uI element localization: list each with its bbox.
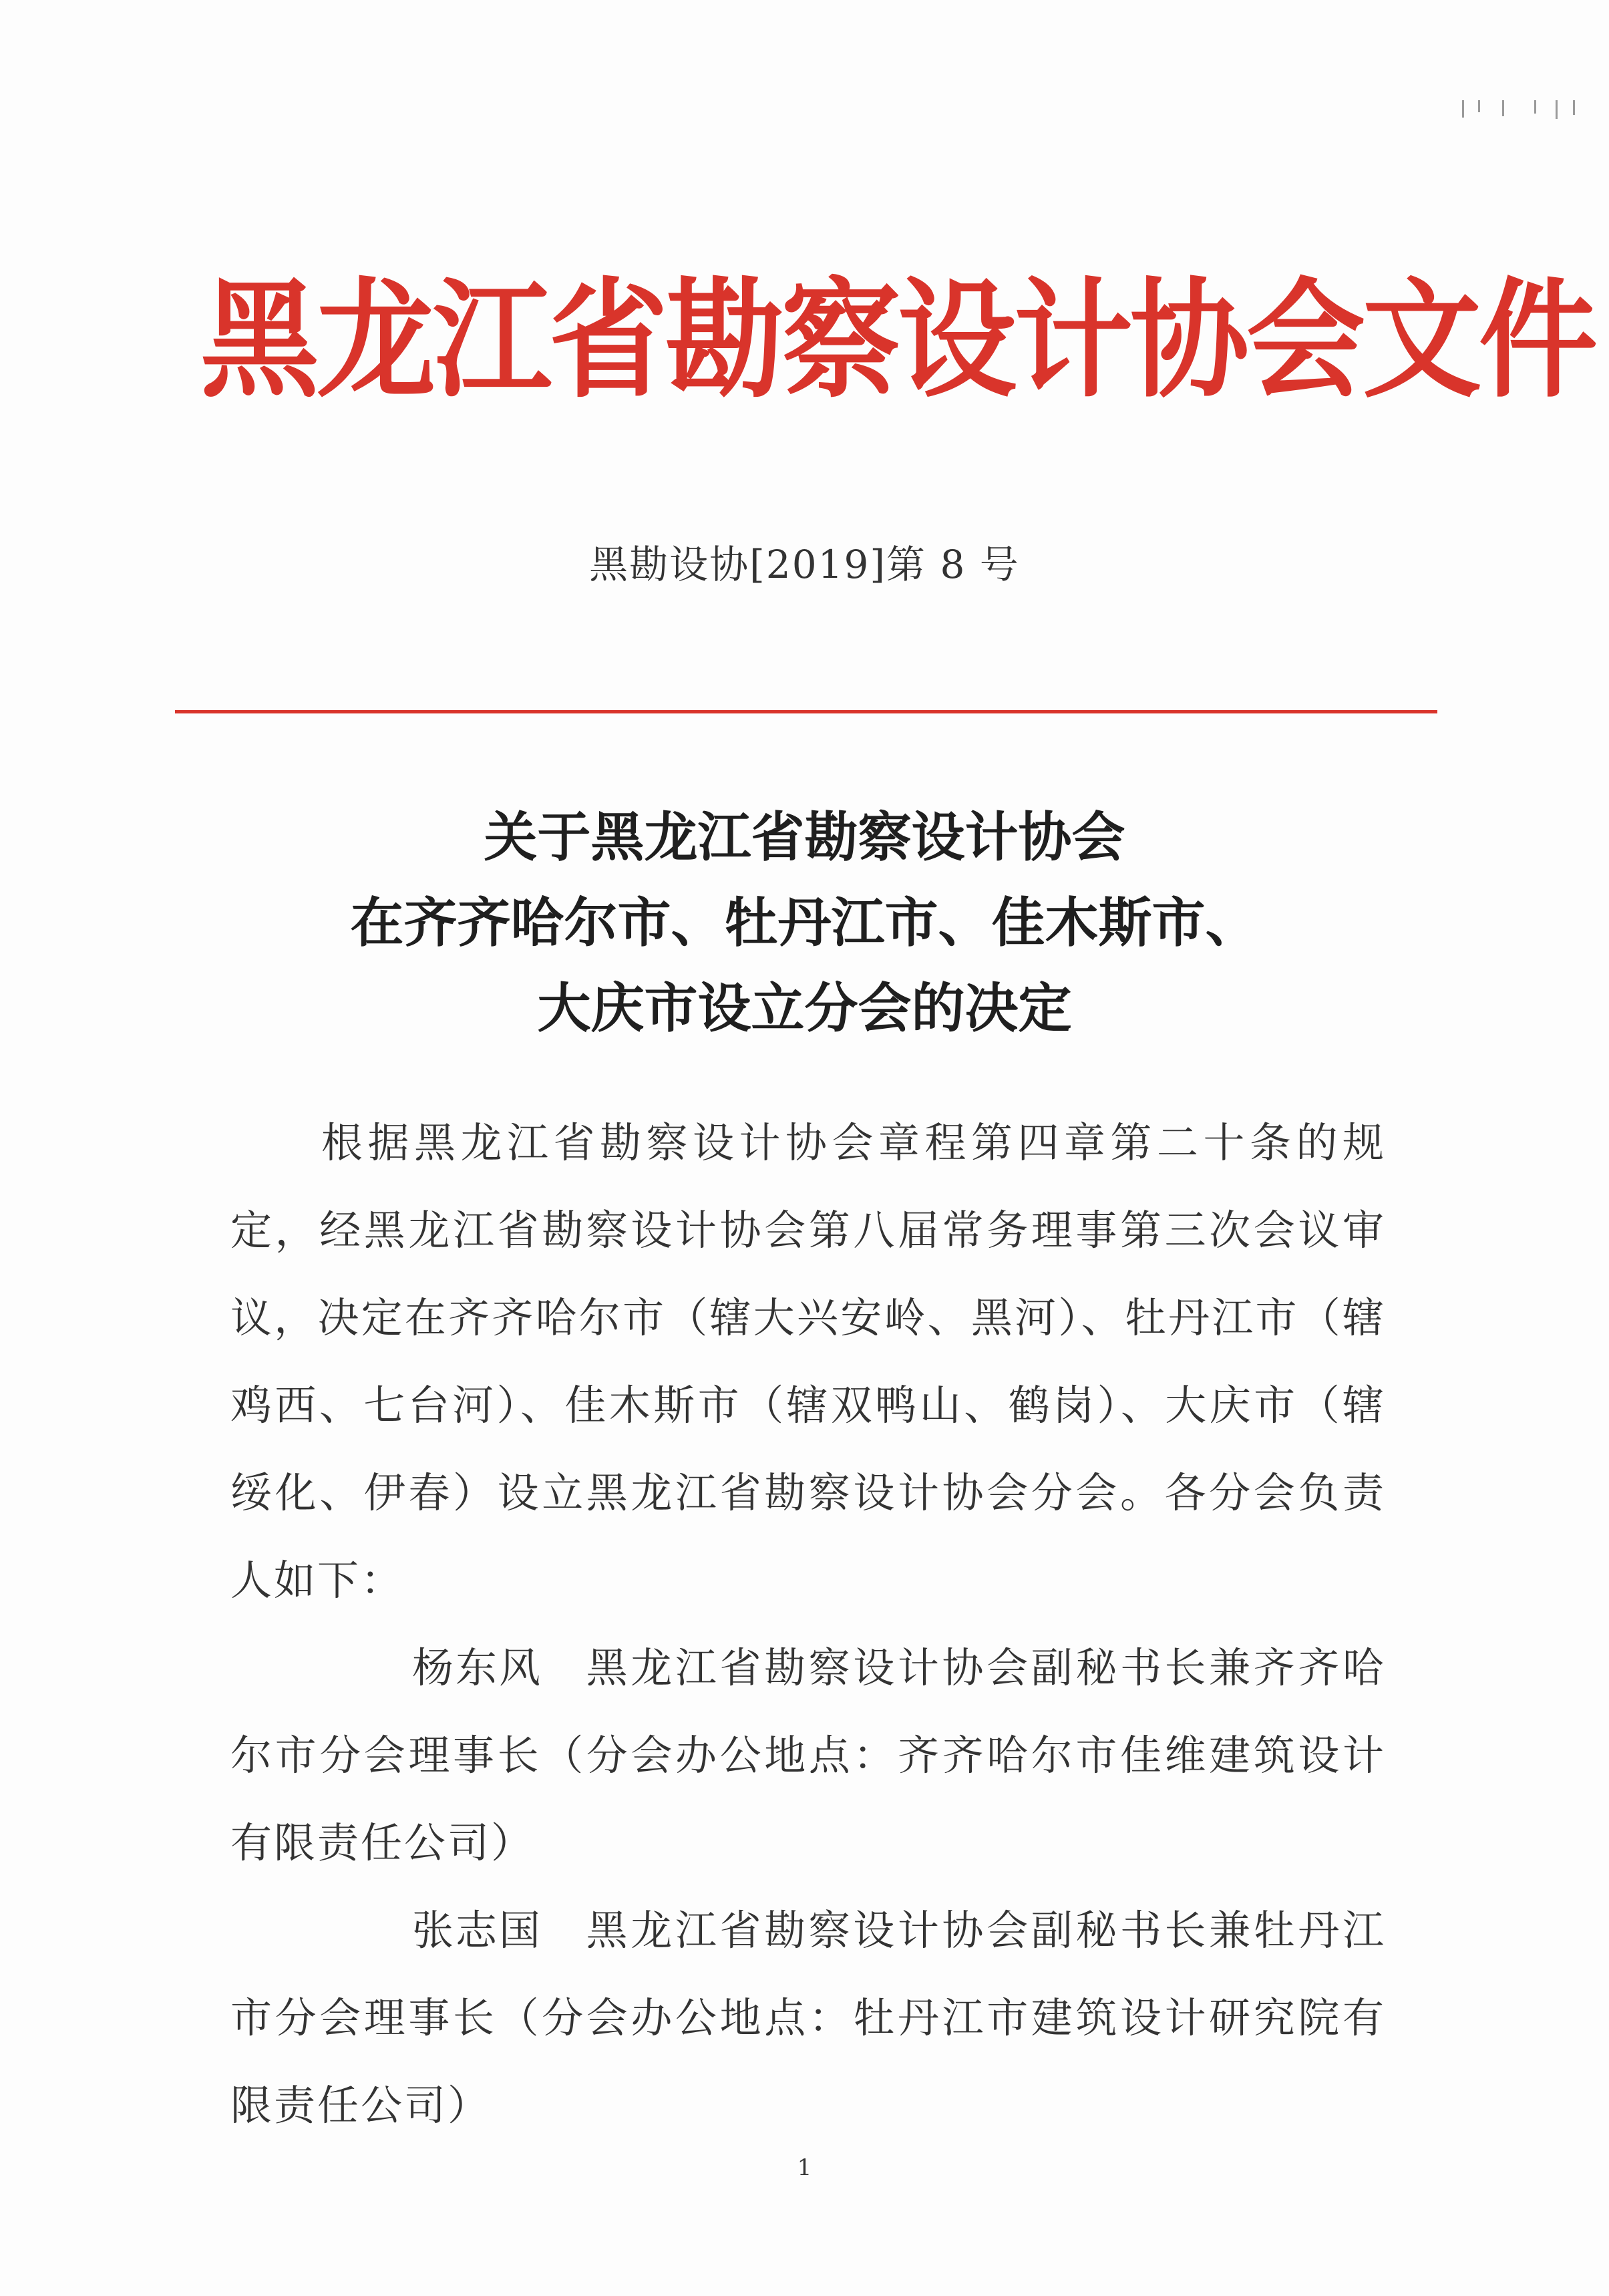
document-number: 黑勘设协[2019]第 8 号 [589, 542, 1020, 587]
person-description: 黑龙江省勘察设计协会副秘书长兼牡丹江市分会理事长（分会办公地点：牡丹江市建筑设计研究院有限责任公司） [230, 1906, 1386, 2130]
person-name: 杨东风 [412, 1643, 543, 1692]
person-description: 黑龙江省勘察设计协会副秘书长兼齐齐哈尔市分会理事长（分会办公地点：齐齐哈尔市佳维建筑设计有限责任公司） [230, 1643, 1386, 1867]
document-title [0, 795, 1609, 1051]
person-entry-1 [230, 1624, 1386, 1887]
document-body [230, 1099, 1386, 2149]
scan-artifact [1455, 100, 1582, 120]
title-line-1: 关于黑龙江省勘察设计协会 [484, 806, 1125, 868]
red-divider-line [175, 710, 1437, 713]
intro-paragraph: 根据黑龙江省勘察设计协会章程第四章第二十条的规定，经黑龙江省勘察设计协会第八届常务理事第三次会议审议，决定在齐齐哈尔市（辖大兴安岭、黑河）、牡丹江市（辖鸡西、七台河）、佳木斯市（辖双鸭山、鹤岗）、大庆市（辖绥化、伊春）设立黑龙江省勘察设计协会分会。各分会负责人如下： [230, 1118, 1386, 1605]
title-line-2: 在齐齐哈尔市、牡丹江市、佳木斯市、 [350, 892, 1259, 954]
title-line-3: 大庆市设立分会的决定 [537, 977, 1072, 1039]
person-name: 张志国 [412, 1906, 543, 1955]
masthead-title: 黑龙江省勘察设计协会文件 [200, 265, 1595, 416]
person-entry-2 [230, 1887, 1386, 2149]
page-number: 1 [797, 2154, 812, 2181]
